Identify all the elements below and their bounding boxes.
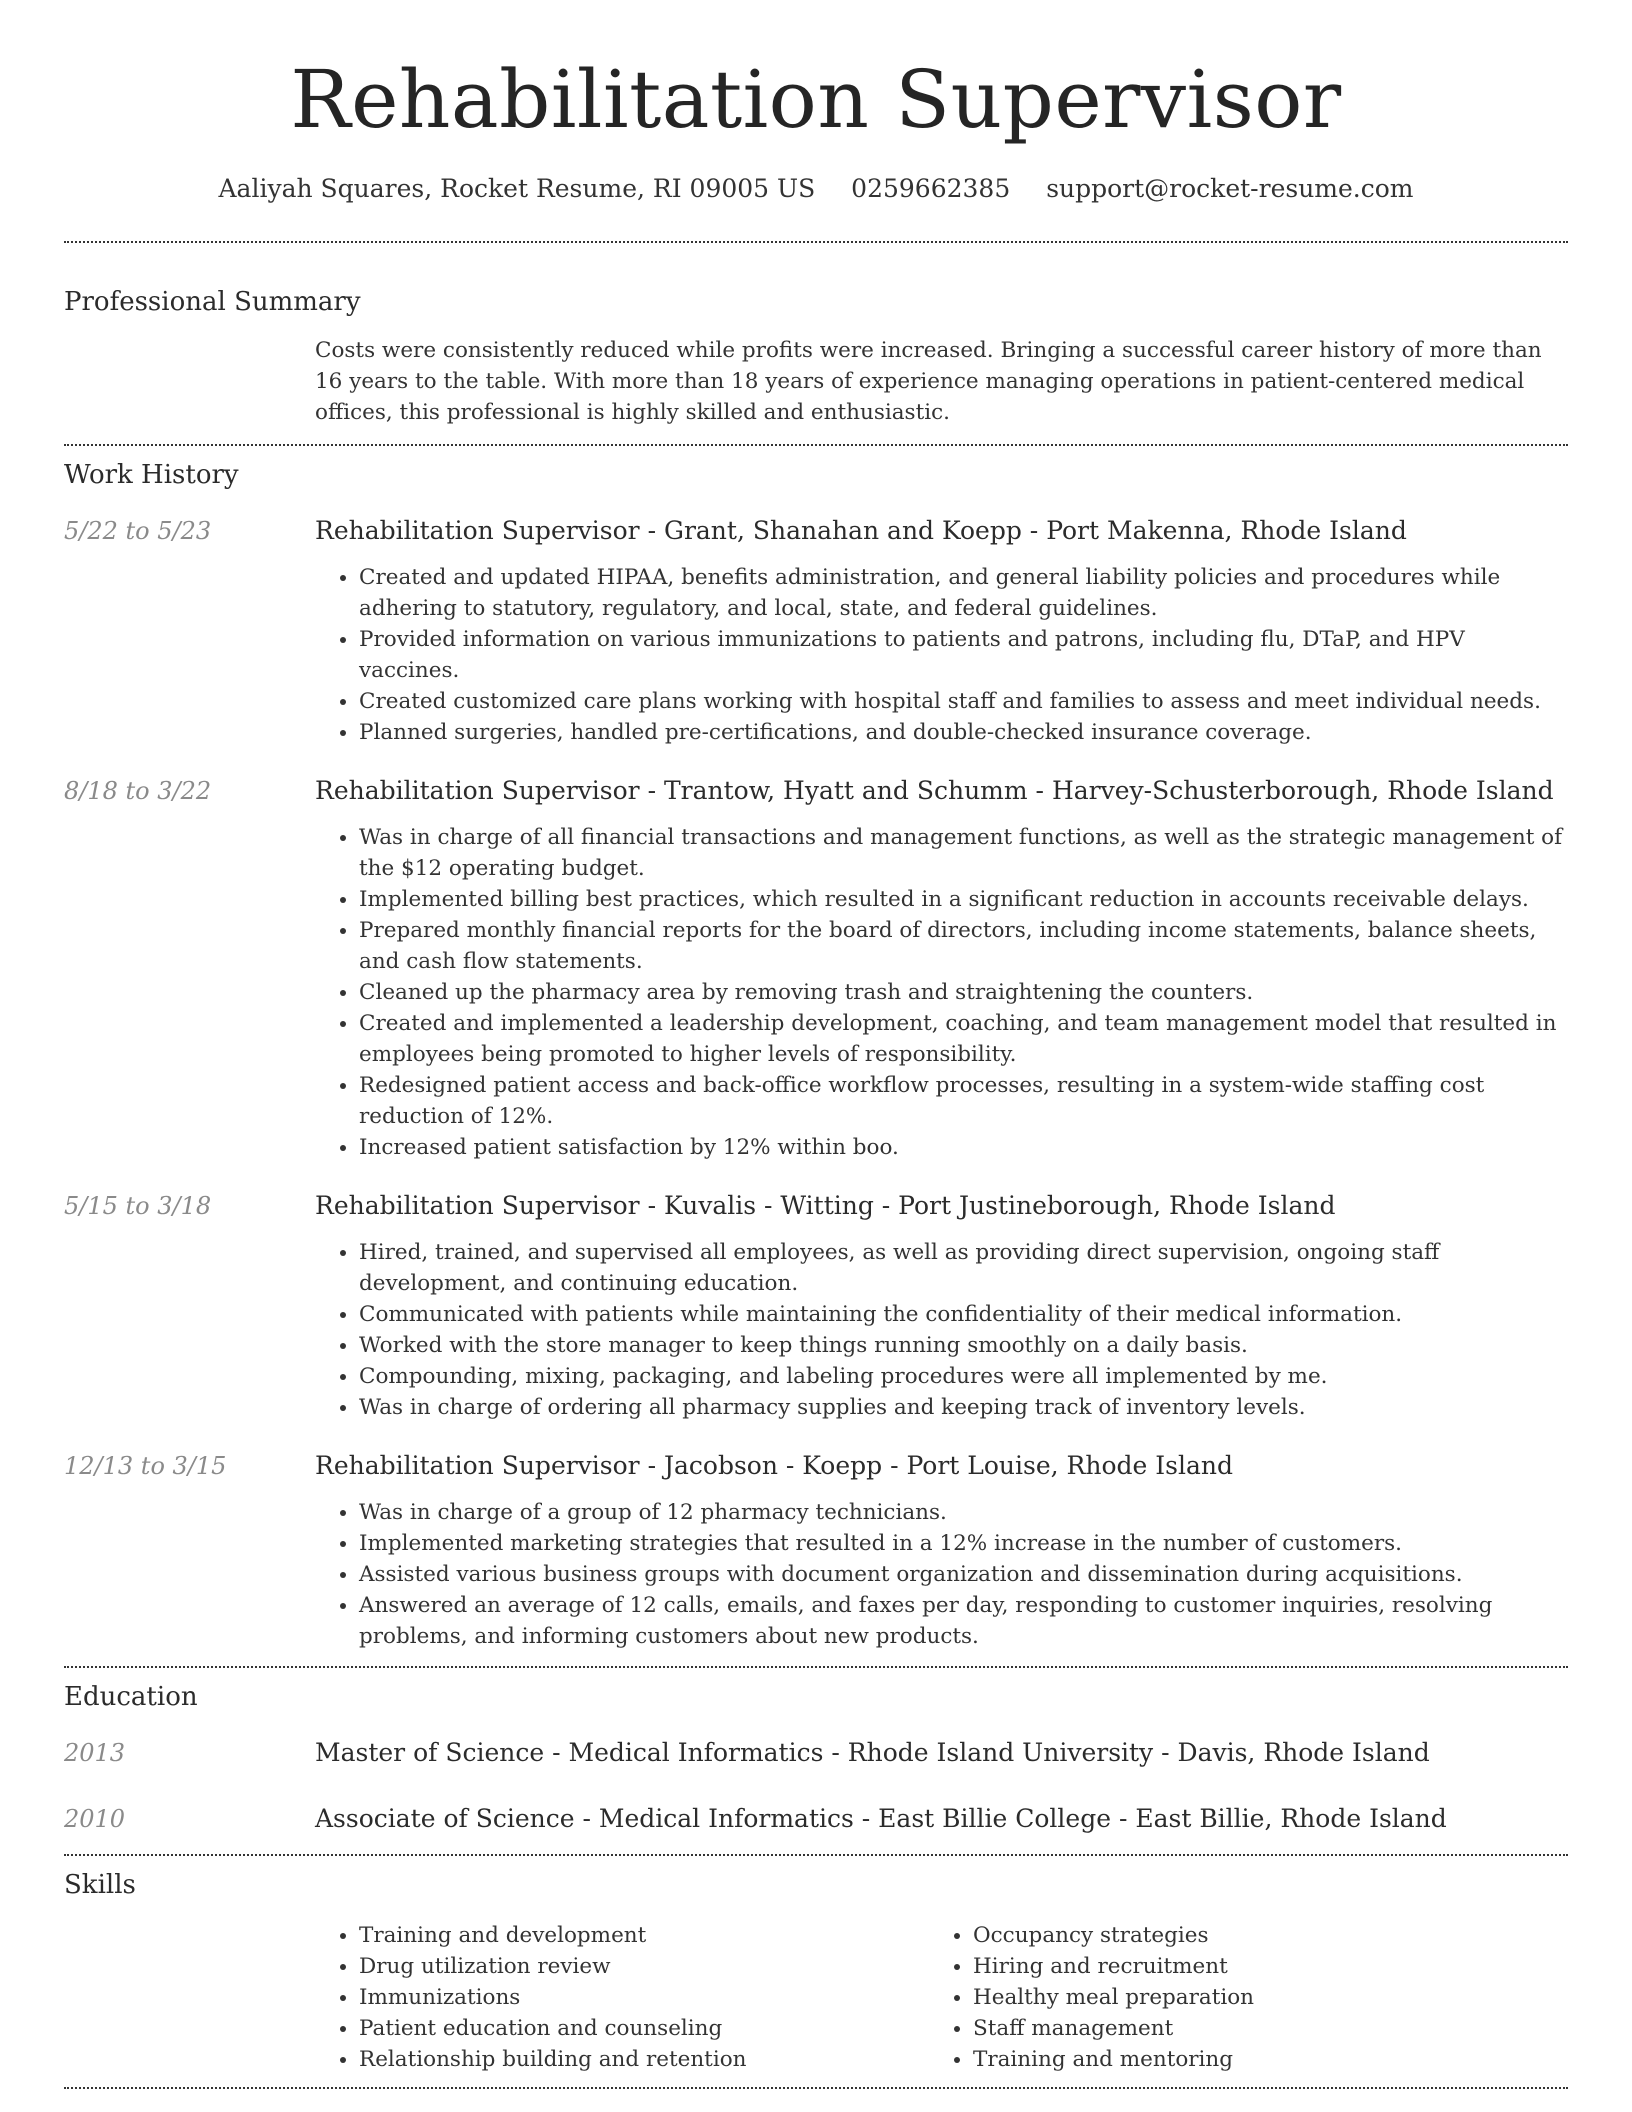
resume-name: Rehabilitation Supervisor	[290, 53, 1342, 146]
section-title-work: Work History	[64, 460, 239, 490]
skill-item: • Staff management	[973, 2013, 1568, 2044]
contact-line	[64, 172, 1568, 206]
skill-item: • Training and development	[359, 1920, 929, 1951]
education-heading: Master of Science - Medical Informatics - Rhode Island University - Davis, Rhode Island	[315, 1738, 1430, 1767]
bullet-item: • Redesigned patient access and back-office workflow processes, resulting in a system-wide staffing cost reduction of 12%.	[359, 1070, 1568, 1132]
job-heading: Rehabilitation Supervisor - Jacobson - Koepp - Port Louise, Rhode Island	[315, 1451, 1233, 1480]
education-entry	[64, 1802, 1568, 1836]
divider	[64, 1854, 1568, 1856]
job-dates: 12/13 to 3/15	[64, 1452, 227, 1480]
bullet-item: • Cleaned up the pharmacy area by removing trash and straightening the counters.	[359, 977, 1568, 1008]
job-entry	[64, 514, 1568, 748]
skill-item: • Immunizations	[359, 1982, 929, 2013]
job-dates: 5/22 to 5/23	[64, 517, 212, 545]
skill-item: • Hiring and recruitment	[973, 1951, 1568, 1982]
section-professional-summary	[64, 285, 1568, 428]
bullet-item: • Planned surgeries, handled pre-certifications, and double-checked insurance coverage.	[359, 717, 1568, 748]
bullet-item: • Was in charge of a group of 12 pharmacy technicians.	[359, 1497, 1568, 1528]
contact-address: Aaliyah Squares, Rocket Resume, RI 09005 US	[218, 174, 816, 203]
job-bullets	[315, 1497, 1568, 1652]
bullet-item: • Worked with the store manager to keep things running smoothly on a daily basis.	[359, 1330, 1568, 1361]
job-entry	[64, 1449, 1568, 1666]
skill-item: • Patient education and counseling	[359, 2013, 929, 2044]
job-body	[315, 514, 1568, 748]
section-work-history	[64, 458, 1568, 1666]
divider	[64, 241, 1568, 243]
job-body	[315, 1189, 1568, 1423]
skill-item: • Healthy meal preparation	[973, 1982, 1568, 2013]
bullet-item: • Implemented billing best practices, which resulted in a significant reduction in accounts receivable delays.	[359, 884, 1568, 915]
bullet-item: • Created customized care plans working with hospital staff and families to assess and meet individual needs.	[359, 686, 1568, 717]
job-bullets	[315, 562, 1568, 748]
education-heading: Associate of Science - Medical Informatics - East Billie College - East Billie, Rhode Island	[315, 1804, 1447, 1833]
job-heading: Rehabilitation Supervisor - Kuvalis - Witting - Port Justineborough, Rhode Island	[315, 1191, 1336, 1220]
job-bullets	[315, 822, 1568, 1163]
divider	[64, 1666, 1568, 1668]
section-title-skills: Skills	[64, 1870, 136, 1900]
section-title-summary: Professional Summary	[64, 287, 361, 317]
education-year: 2013	[64, 1739, 126, 1767]
skill-item: • Drug utilization review	[359, 1951, 929, 1982]
job-dates: 5/15 to 3/18	[64, 1192, 212, 1220]
job-heading: Rehabilitation Supervisor - Trantow, Hyatt and Schumm - Harvey-Schusterborough, Rhode Island	[315, 776, 1554, 805]
section-education	[64, 1680, 1568, 1836]
skill-item: • Relationship building and retention	[359, 2044, 929, 2075]
bullet-item: • Was in charge of ordering all pharmacy supplies and keeping track of inventory levels.	[359, 1392, 1568, 1423]
bullet-item: • Provided information on various immunizations to patients and patrons, including flu, DTaP, and HPV vaccines.	[359, 624, 1568, 686]
contact-email: support@rocket-resume.com	[1046, 174, 1414, 203]
education-entry	[64, 1736, 1568, 1770]
section-skills	[64, 1868, 1568, 2075]
job-entry	[64, 774, 1568, 1163]
skills-column-2	[929, 1920, 1568, 2075]
skill-item: • Occupancy strategies	[973, 1920, 1568, 1951]
divider	[64, 444, 1568, 446]
divider	[64, 2087, 1568, 2089]
job-body	[315, 774, 1568, 1163]
education-year: 2010	[64, 1805, 126, 1833]
bullet-item: • Implemented marketing strategies that resulted in a 12% increase in the number of customers.	[359, 1528, 1568, 1559]
contact-phone: 0259662385	[851, 174, 1011, 203]
skill-item: • Training and mentoring	[973, 2044, 1568, 2075]
bullet-item: • Prepared monthly financial reports for the board of directors, including income statements, balance sheets, and cash flow statements.	[359, 915, 1568, 977]
bullet-item: • Increased patient satisfaction by 12% within boo.	[359, 1132, 1568, 1163]
section-title-education: Education	[64, 1682, 198, 1712]
bullet-item: • Created and implemented a leadership development, coaching, and team management model that resulted in employees being promoted to higher levels of responsibility.	[359, 1008, 1568, 1070]
bullet-item: • Hired, trained, and supervised all employees, as well as providing direct supervision, ongoing staff development, and continuing education.	[359, 1237, 1568, 1299]
bullet-item: • Communicated with patients while maintaining the confidentiality of their medical information.	[359, 1299, 1568, 1330]
job-heading: Rehabilitation Supervisor - Grant, Shanahan and Koepp - Port Makenna, Rhode Island	[315, 516, 1407, 545]
job-bullets	[315, 1237, 1568, 1423]
skills-column-1	[315, 1920, 929, 2075]
bullet-item: • Assisted various business groups with document organization and dissemination during acquisitions.	[359, 1559, 1568, 1590]
bullet-item: • Created and updated HIPAA, benefits administration, and general liability policies and procedures while adhering to statutory, regulatory, and local, state, and federal guidelines.	[359, 562, 1568, 624]
bullet-item: • Answered an average of 12 calls, emails, and faxes per day, responding to customer inquiries, resolving problems, and informing customers about new products.	[359, 1590, 1568, 1652]
bullet-item: • Was in charge of all financial transactions and management functions, as well as the strategic management of the $12 operating budget.	[359, 822, 1568, 884]
job-body	[315, 1449, 1568, 1666]
summary-text: Costs were consistently reduced while profits were increased. Bringing a successful career history of more than 16 years to the table. With more than 18 years of experience managing operations in patient-centered medical offices, this professional is highly skilled and enthusiastic.	[315, 338, 1542, 425]
bullet-item: • Compounding, mixing, packaging, and labeling procedures were all implemented by me.	[359, 1361, 1568, 1392]
job-entry	[64, 1189, 1568, 1423]
skills-list	[315, 1920, 1568, 2075]
job-dates: 8/18 to 3/22	[64, 777, 212, 805]
